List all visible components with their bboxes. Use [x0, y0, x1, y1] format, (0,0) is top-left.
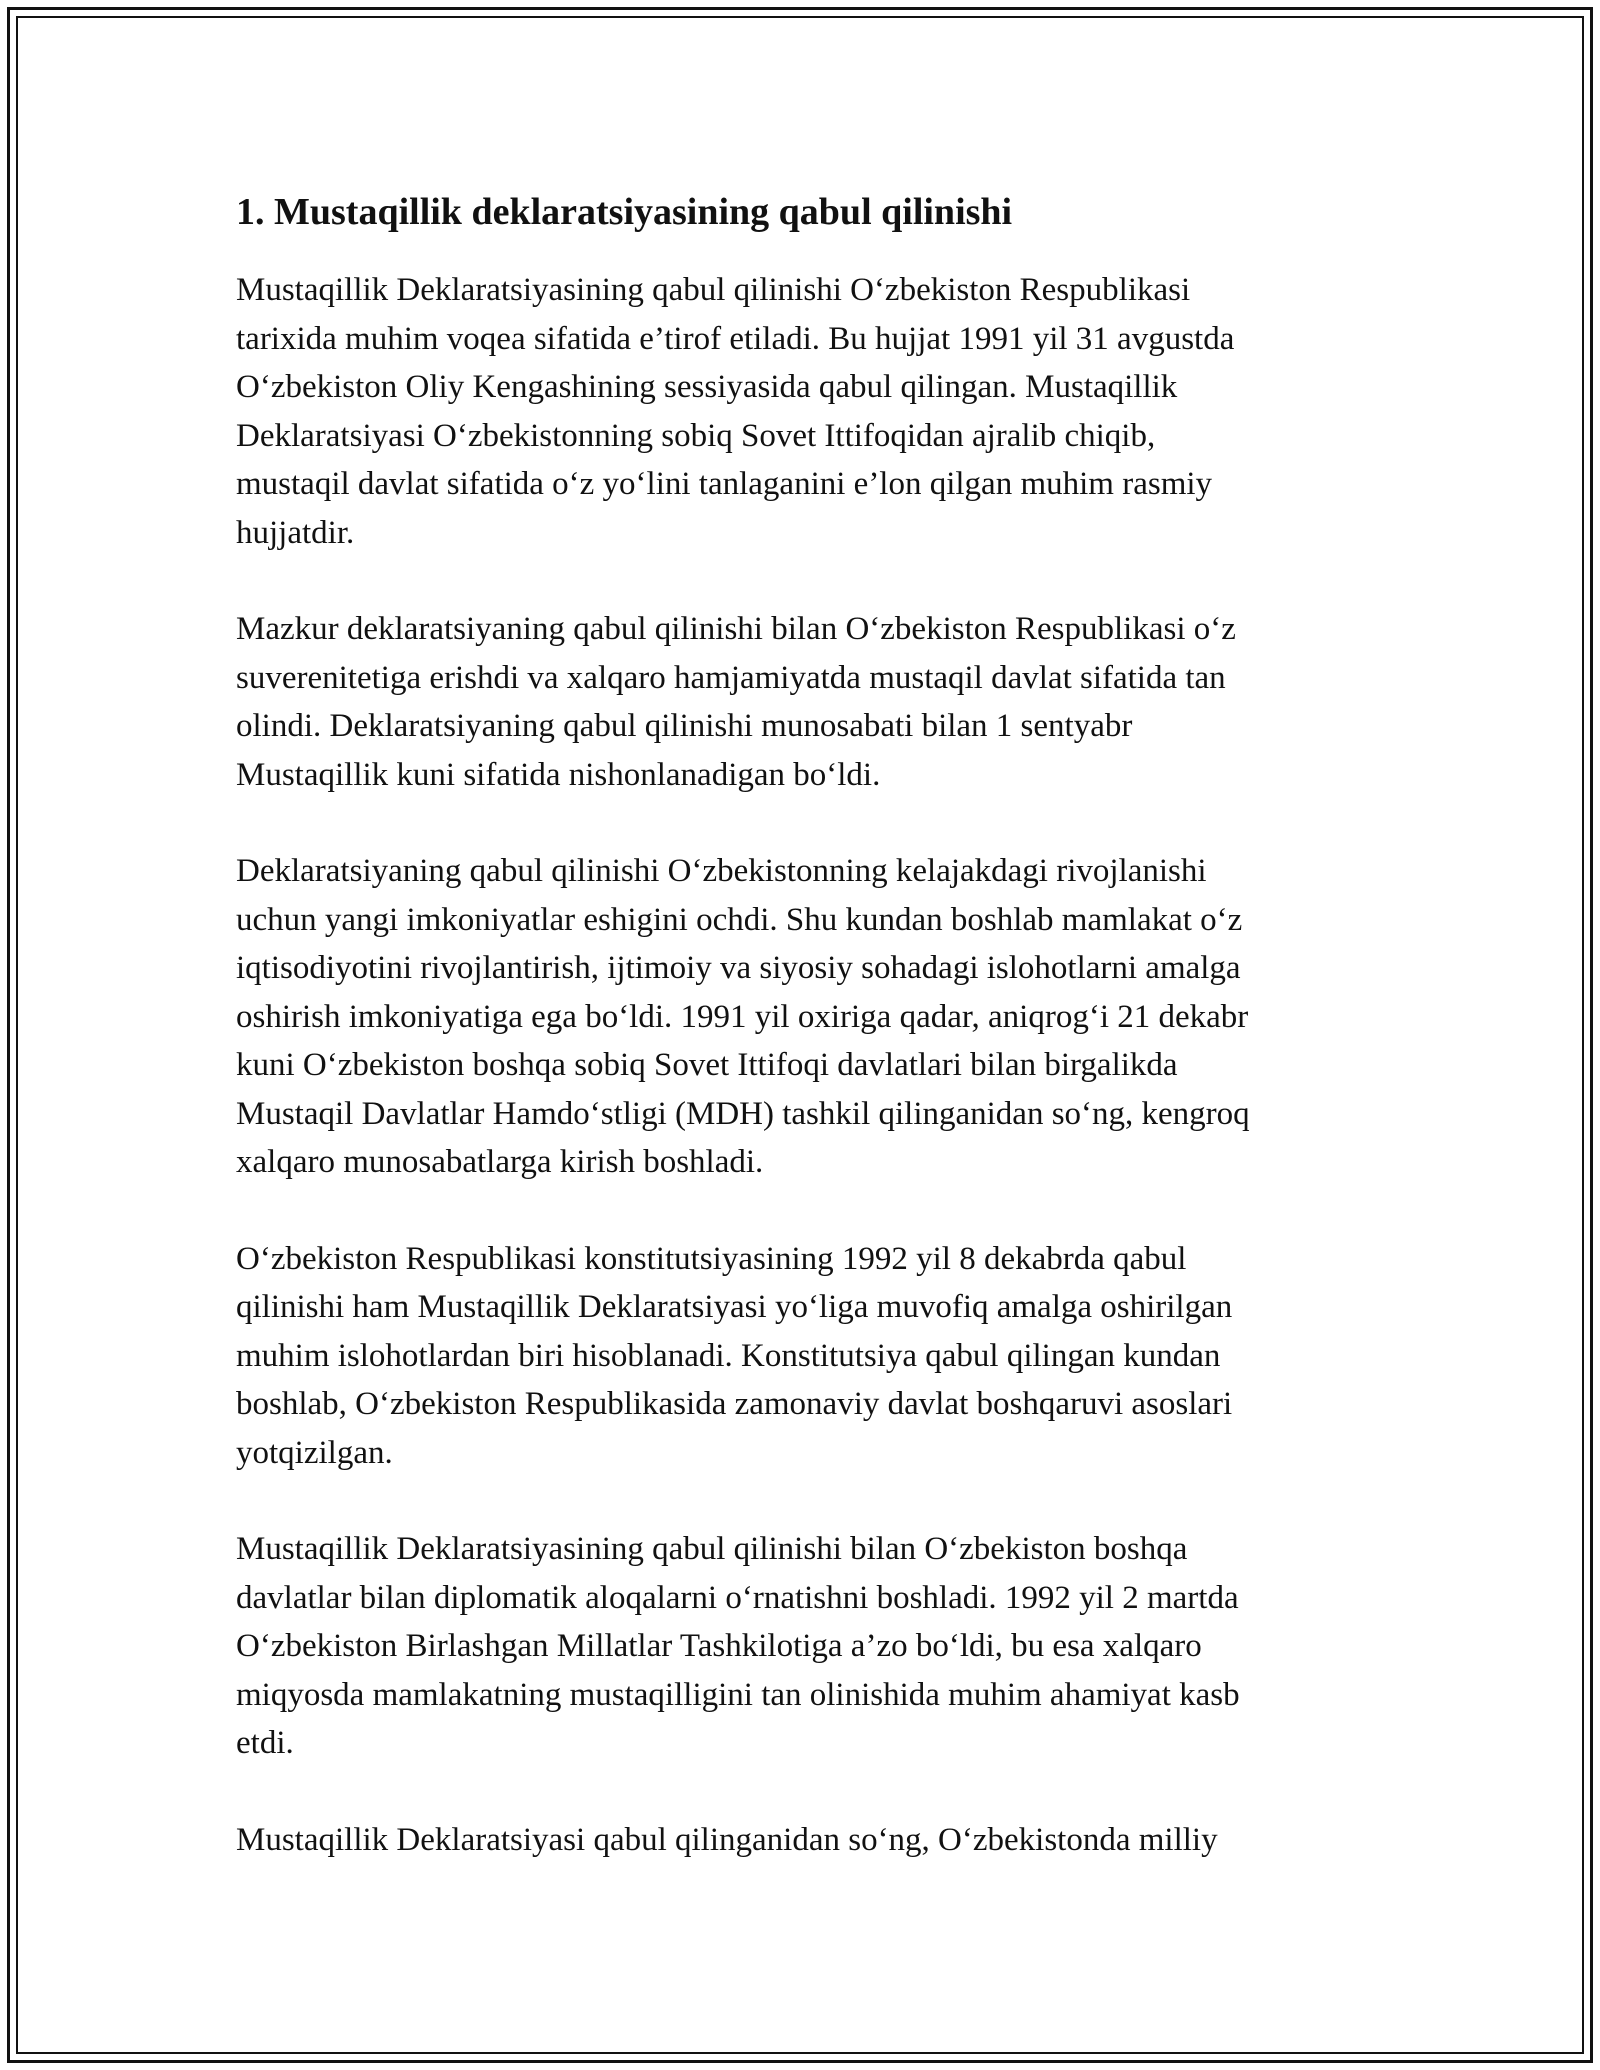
paragraph-line: davlatlar bilan diplomatik aloqalarni o‘rnatishni boshladi. 1992 yil 2 martda — [236, 1579, 1239, 1616]
paragraph-line: mustaqil davlat sifatida o‘z yo‘lini tanlaganini e’lon qilgan muhim rasmiy — [236, 466, 1213, 502]
paragraph-line: yotqizilgan. — [236, 1434, 393, 1471]
paragraph-line: kuni O‘zbekiston boshqa sobiq Sovet Ittifoqi davlatlari bilan birgalikda — [236, 1047, 1178, 1083]
paragraph-5 — [236, 1525, 1366, 1768]
paragraph-line: muhim islohotlardan biri hisoblanadi. Konstitutsiya qabul qilingan kundan — [236, 1337, 1221, 1374]
paragraph-line: hujjatdir. — [236, 514, 355, 551]
paragraph-line: suverenitetiga erishdi va xalqaro hamjamiyatda mustaqil davlat sifatida tan — [236, 659, 1226, 696]
paragraph-line: O‘zbekiston Oliy Kengashining sessiyasida qabul qilingan. Mustaqillik — [236, 369, 1178, 405]
paragraph-1 — [236, 266, 1366, 557]
paragraph-line: O‘zbekiston Respublikasi konstitutsiyasining 1992 yil 8 dekabrda qabul — [236, 1240, 1187, 1277]
paragraph-line: Deklaratsiyaning qabul qilinishi O‘zbekistonning kelajakdagi rivojlanishi — [236, 853, 1207, 889]
paragraph-line: qilinishi ham Mustaqillik Deklaratsiyasi yo‘liga muvofiq amalga oshirilgan — [236, 1289, 1233, 1325]
paragraph-line: Mustaqil Davlatlar Hamdo‘stligi (MDH) tashkil qilinganidan so‘ng, kengroq — [236, 1095, 1250, 1132]
paragraph-line: etdi. — [236, 1725, 294, 1761]
paragraph-line: Mustaqillik Deklaratsiyasining qabul qilinishi bilan O‘zbekiston boshqa — [236, 1531, 1188, 1567]
paragraph-line: Mustaqillik Deklaratsiyasi qabul qilinganidan so‘ng, O‘zbekistonda milliy — [236, 1821, 1218, 1858]
paragraph-line: uchun yangi imkoniyatlar eshigini ochdi. Shu kundan boshlab mamlakat o‘z — [236, 901, 1243, 938]
paragraph-6 — [236, 1816, 1366, 1865]
paragraph-2 — [236, 605, 1366, 799]
paragraph-4 — [236, 1235, 1366, 1478]
paragraph-line: olindi. Deklaratsiyaning qabul qilinishi munosabati bilan 1 sentyabr — [236, 708, 1133, 744]
paragraph-line: O‘zbekiston Birlashgan Millatlar Tashkilotiga a’zo bo‘ldi, bu esa xalqaro — [236, 1628, 1202, 1664]
paragraph-line: Mustaqillik kuni sifatida nishonlanadigan bo‘ldi. — [236, 756, 881, 793]
document-body — [236, 180, 1366, 1912]
paragraph-line: Deklaratsiyasi O‘zbekistonning sobiq Sovet Ittifoqidan ajralib chiqib, — [236, 417, 1156, 454]
paragraph-line: iqtisodiyotini rivojlantirish, ijtimoiy va siyosiy sohadagi islohotlarni amalga — [236, 950, 1241, 986]
paragraph-line: tarixida muhim voqea sifatida e’tirof etiladi. Bu hujjat 1991 yil 31 avgustda — [236, 320, 1235, 357]
paragraph-line: Mazkur deklaratsiyaning qabul qilinishi bilan O‘zbekiston Respublikasi o‘z — [236, 611, 1236, 647]
paragraph-line: xalqaro munosabatlarga kirish boshladi. — [236, 1144, 764, 1180]
paragraph-line: boshlab, O‘zbekiston Respublikasida zamonaviy davlat boshqaruvi asoslari — [236, 1386, 1233, 1422]
paragraph-3 — [236, 847, 1366, 1187]
section-heading: 1. Mustaqillik deklaratsiyasining qabul qilinishi — [236, 191, 1013, 233]
paragraph-line: oshirish imkoniyatiga ega bo‘ldi. 1991 yil oxiriga qadar, aniqrog‘i 21 dekabr — [236, 998, 1249, 1035]
paragraph-line: miqyosda mamlakatning mustaqilligini tan olinishida muhim ahamiyat kasb — [236, 1676, 1240, 1713]
paragraph-line: Mustaqillik Deklaratsiyasining qabul qilinishi O‘zbekiston Respublikasi — [236, 272, 1191, 308]
